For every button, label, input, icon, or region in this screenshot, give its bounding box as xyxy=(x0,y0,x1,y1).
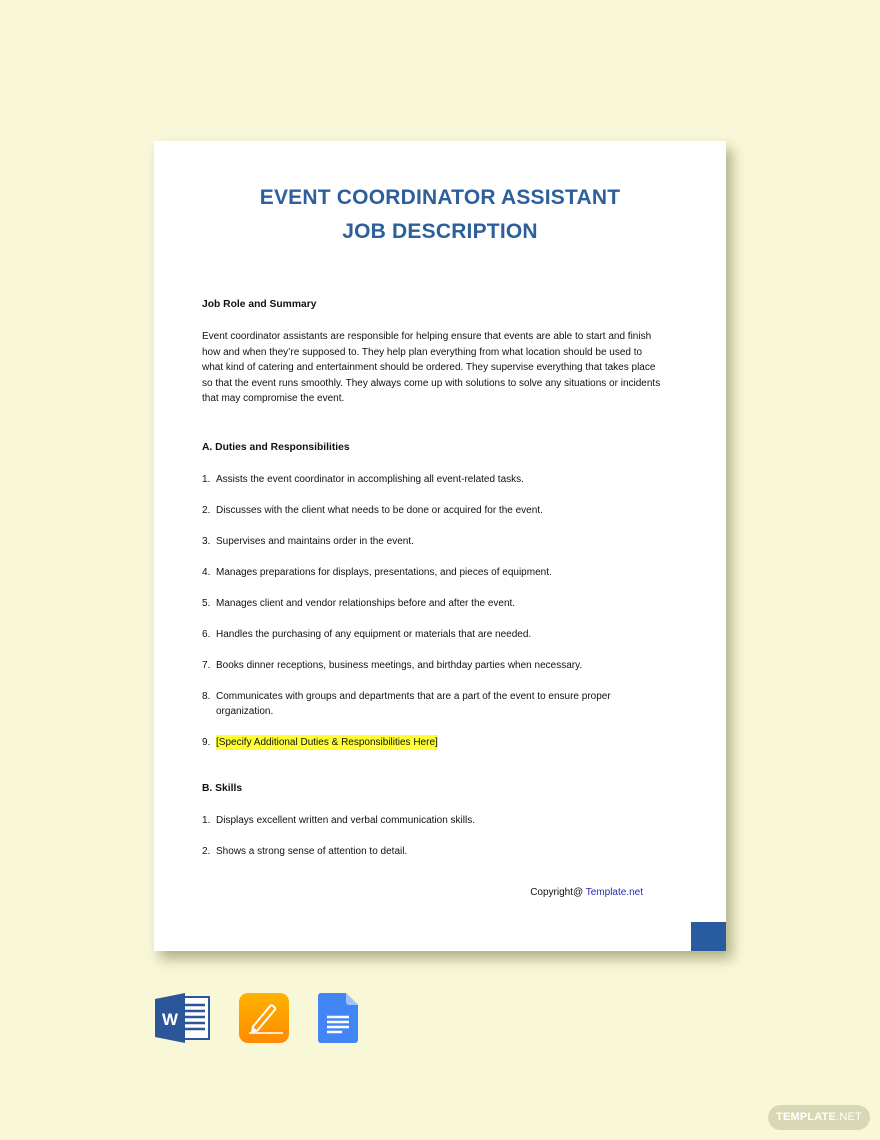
duty-item xyxy=(202,472,662,487)
corner-accent-square xyxy=(691,922,726,951)
duty-item xyxy=(202,596,662,611)
item-number: 9. xyxy=(202,736,211,748)
item-text: Handles the purchasing of any equipment or materials that are needed. xyxy=(216,628,532,640)
copyright-prefix: Copyright@ xyxy=(530,887,586,898)
title-line-2: JOB DESCRIPTION xyxy=(342,220,538,243)
document-page xyxy=(154,141,726,951)
item-text: Books dinner receptions, business meetings, and birthday parties when necessary. xyxy=(216,659,583,671)
item-text: Displays excellent written and verbal communication skills. xyxy=(216,814,475,826)
svg-text:W: W xyxy=(161,1010,179,1029)
item-text: Discusses with the client what needs to be done or acquired for the event. xyxy=(216,504,543,516)
duties-list xyxy=(202,472,662,750)
document-body xyxy=(202,298,662,859)
google-docs-icon[interactable] xyxy=(318,993,358,1043)
duty-item xyxy=(202,534,662,549)
watermark-light: .NET xyxy=(836,1111,862,1123)
item-number: 7. xyxy=(202,659,211,671)
item-number: 1. xyxy=(202,814,211,826)
item-number: 2. xyxy=(202,504,211,516)
copyright-notice xyxy=(530,887,643,898)
item-text: Shows a strong sense of attention to detail. xyxy=(216,845,408,857)
copyright-link[interactable]: Template.net xyxy=(585,887,643,898)
skills-list xyxy=(202,813,662,859)
duty-item xyxy=(202,565,662,580)
item-number: 4. xyxy=(202,566,211,578)
item-text: Supervises and maintains order in the event. xyxy=(216,535,414,547)
duties-heading: A. Duties and Responsibilities xyxy=(202,441,350,453)
item-number: 5. xyxy=(202,597,211,609)
watermark-bold: TEMPLATE xyxy=(776,1111,837,1123)
highlighted-placeholder-text: [Specify Additional Duties & Responsibilities Here] xyxy=(216,736,438,748)
skills-heading: B. Skills xyxy=(202,782,243,794)
duty-item xyxy=(202,658,662,673)
item-number: 6. xyxy=(202,628,211,640)
skill-item xyxy=(202,844,662,859)
item-text: Manages preparations for displays, presentations, and pieces of equipment. xyxy=(216,566,552,578)
item-number: 3. xyxy=(202,535,211,547)
template-net-watermark xyxy=(768,1105,870,1130)
duty-item-placeholder xyxy=(202,735,662,750)
item-number: 1. xyxy=(202,473,211,485)
item-text: Communicates with groups and departments that are a part of the event to ensure proper organization. xyxy=(216,690,611,717)
item-text: Manages client and vendor relationships before and after the event. xyxy=(216,597,516,609)
item-text: Assists the event coordinator in accomplishing all event-related tasks. xyxy=(216,473,524,485)
skill-item xyxy=(202,813,662,828)
title-line-1: EVENT COORDINATOR ASSISTANT xyxy=(259,186,621,209)
item-number: 8. xyxy=(202,690,211,702)
duty-item xyxy=(202,503,662,518)
document-title xyxy=(154,181,726,249)
duty-item xyxy=(202,627,662,642)
summary-heading: Job Role and Summary xyxy=(202,299,317,310)
summary-text: Event coordinator assistants are responsible for helping ensure that events are able to start and finish how and when they’re supposed to. They help plan everything from what location should be used to what kind of catering and entertainment should be ordered. They supervise everything that takes place so that the event runs smoothly. They always come up with solutions to solve any situations or incidents that may compromise the event. xyxy=(202,331,661,404)
pages-icon[interactable] xyxy=(239,993,289,1043)
item-number: 2. xyxy=(202,845,211,857)
word-icon[interactable] xyxy=(155,993,211,1043)
duty-item xyxy=(202,689,662,719)
